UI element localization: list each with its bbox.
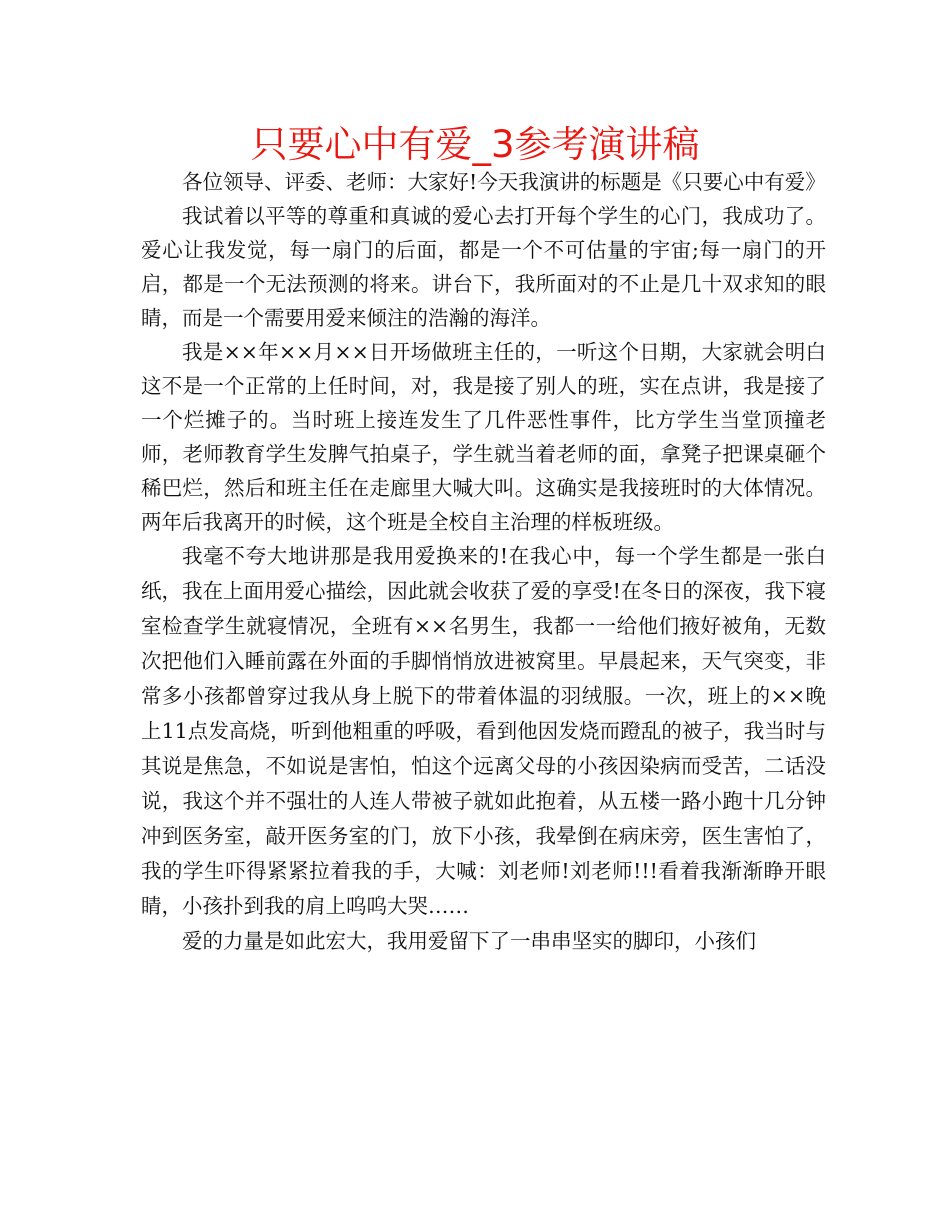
paragraph-heart-door: 我试着以平等的尊重和真诚的爱心去打开每个学生的心门，我成功了。爱心让我发觉，每一扇门的后面，都是一个不可估量的宇宙;每一扇门的开启，都是一个无法预测的将来。讲台下，我所面对的不止是几十双求知的眼睛，而是一个需要用爱来倾注的浩瀚的海洋。 — [141, 204, 826, 330]
paragraph-love-story: 我毫不夸大地讲那是我用爱换来的!在我心中，每一个学生都是一张白纸，我在上面用爱心描绘，因此就会收获了爱的享受!在冬日的深夜，我下寝室检查学生就寝情况，全班有××名男生，我都一一给他们掖好被角，无数次把他们入睡前露在外面的手脚悄悄放进被窝里。早晨起来，天气突变，非常多小孩都曾穿过我从身上脱下的带着体温的羽绒服。一次，班上的××晚上11点发高烧，听到他粗重的呼吸，看到他因发烧而蹬乱的被子，我当时与其说是焦急，不如说是害怕，怕这个远离父母的小孩因染病而受苦，二话没说，我这个并不强壮的人连人带被子就如此抱着，从五楼一路小跑十几分钟冲到医务室，敲开医务室的门，放下小孩，我晕倒在病床旁，医生害怕了，我的学生吓得紧紧拉着我的手，大喊：刘老师!刘老师!!!看着我渐渐睁开眼睛，小孩扑到我的肩上呜呜大哭…… — [141, 544, 826, 918]
document-body — [141, 165, 826, 958]
document-title: 只要心中有爱_3参考演讲稿 — [250, 123, 700, 166]
paragraph-greeting: 各位领导、评委、老师：大家好!今天我演讲的标题是《只要心中有爱》 — [182, 170, 826, 194]
paragraph-power-of-love: 爱的力量是如此宏大，我用爱留下了一串串坚实的脚印，小孩们 — [182, 929, 756, 953]
paragraph-taking-over-class: 我是××年××月××日开场做班主任的，一听这个日期，大家就会明白这不是一个正常的上任时间，对，我是接了别人的班，实在点讲，我是接了一个烂摊子的。当时班上接连发生了几件恶性事件，比方学生当堂顶撞老师，老师教育学生发脾气拍桌子，学生就当着老师的面，拿凳子把课桌砸个稀巴烂，然后和班主任在走廊里大喊大叫。这确实是我接班时的大体情况。两年后我离开的时候，这个班是全校自主治理的样板班级。 — [141, 340, 826, 534]
